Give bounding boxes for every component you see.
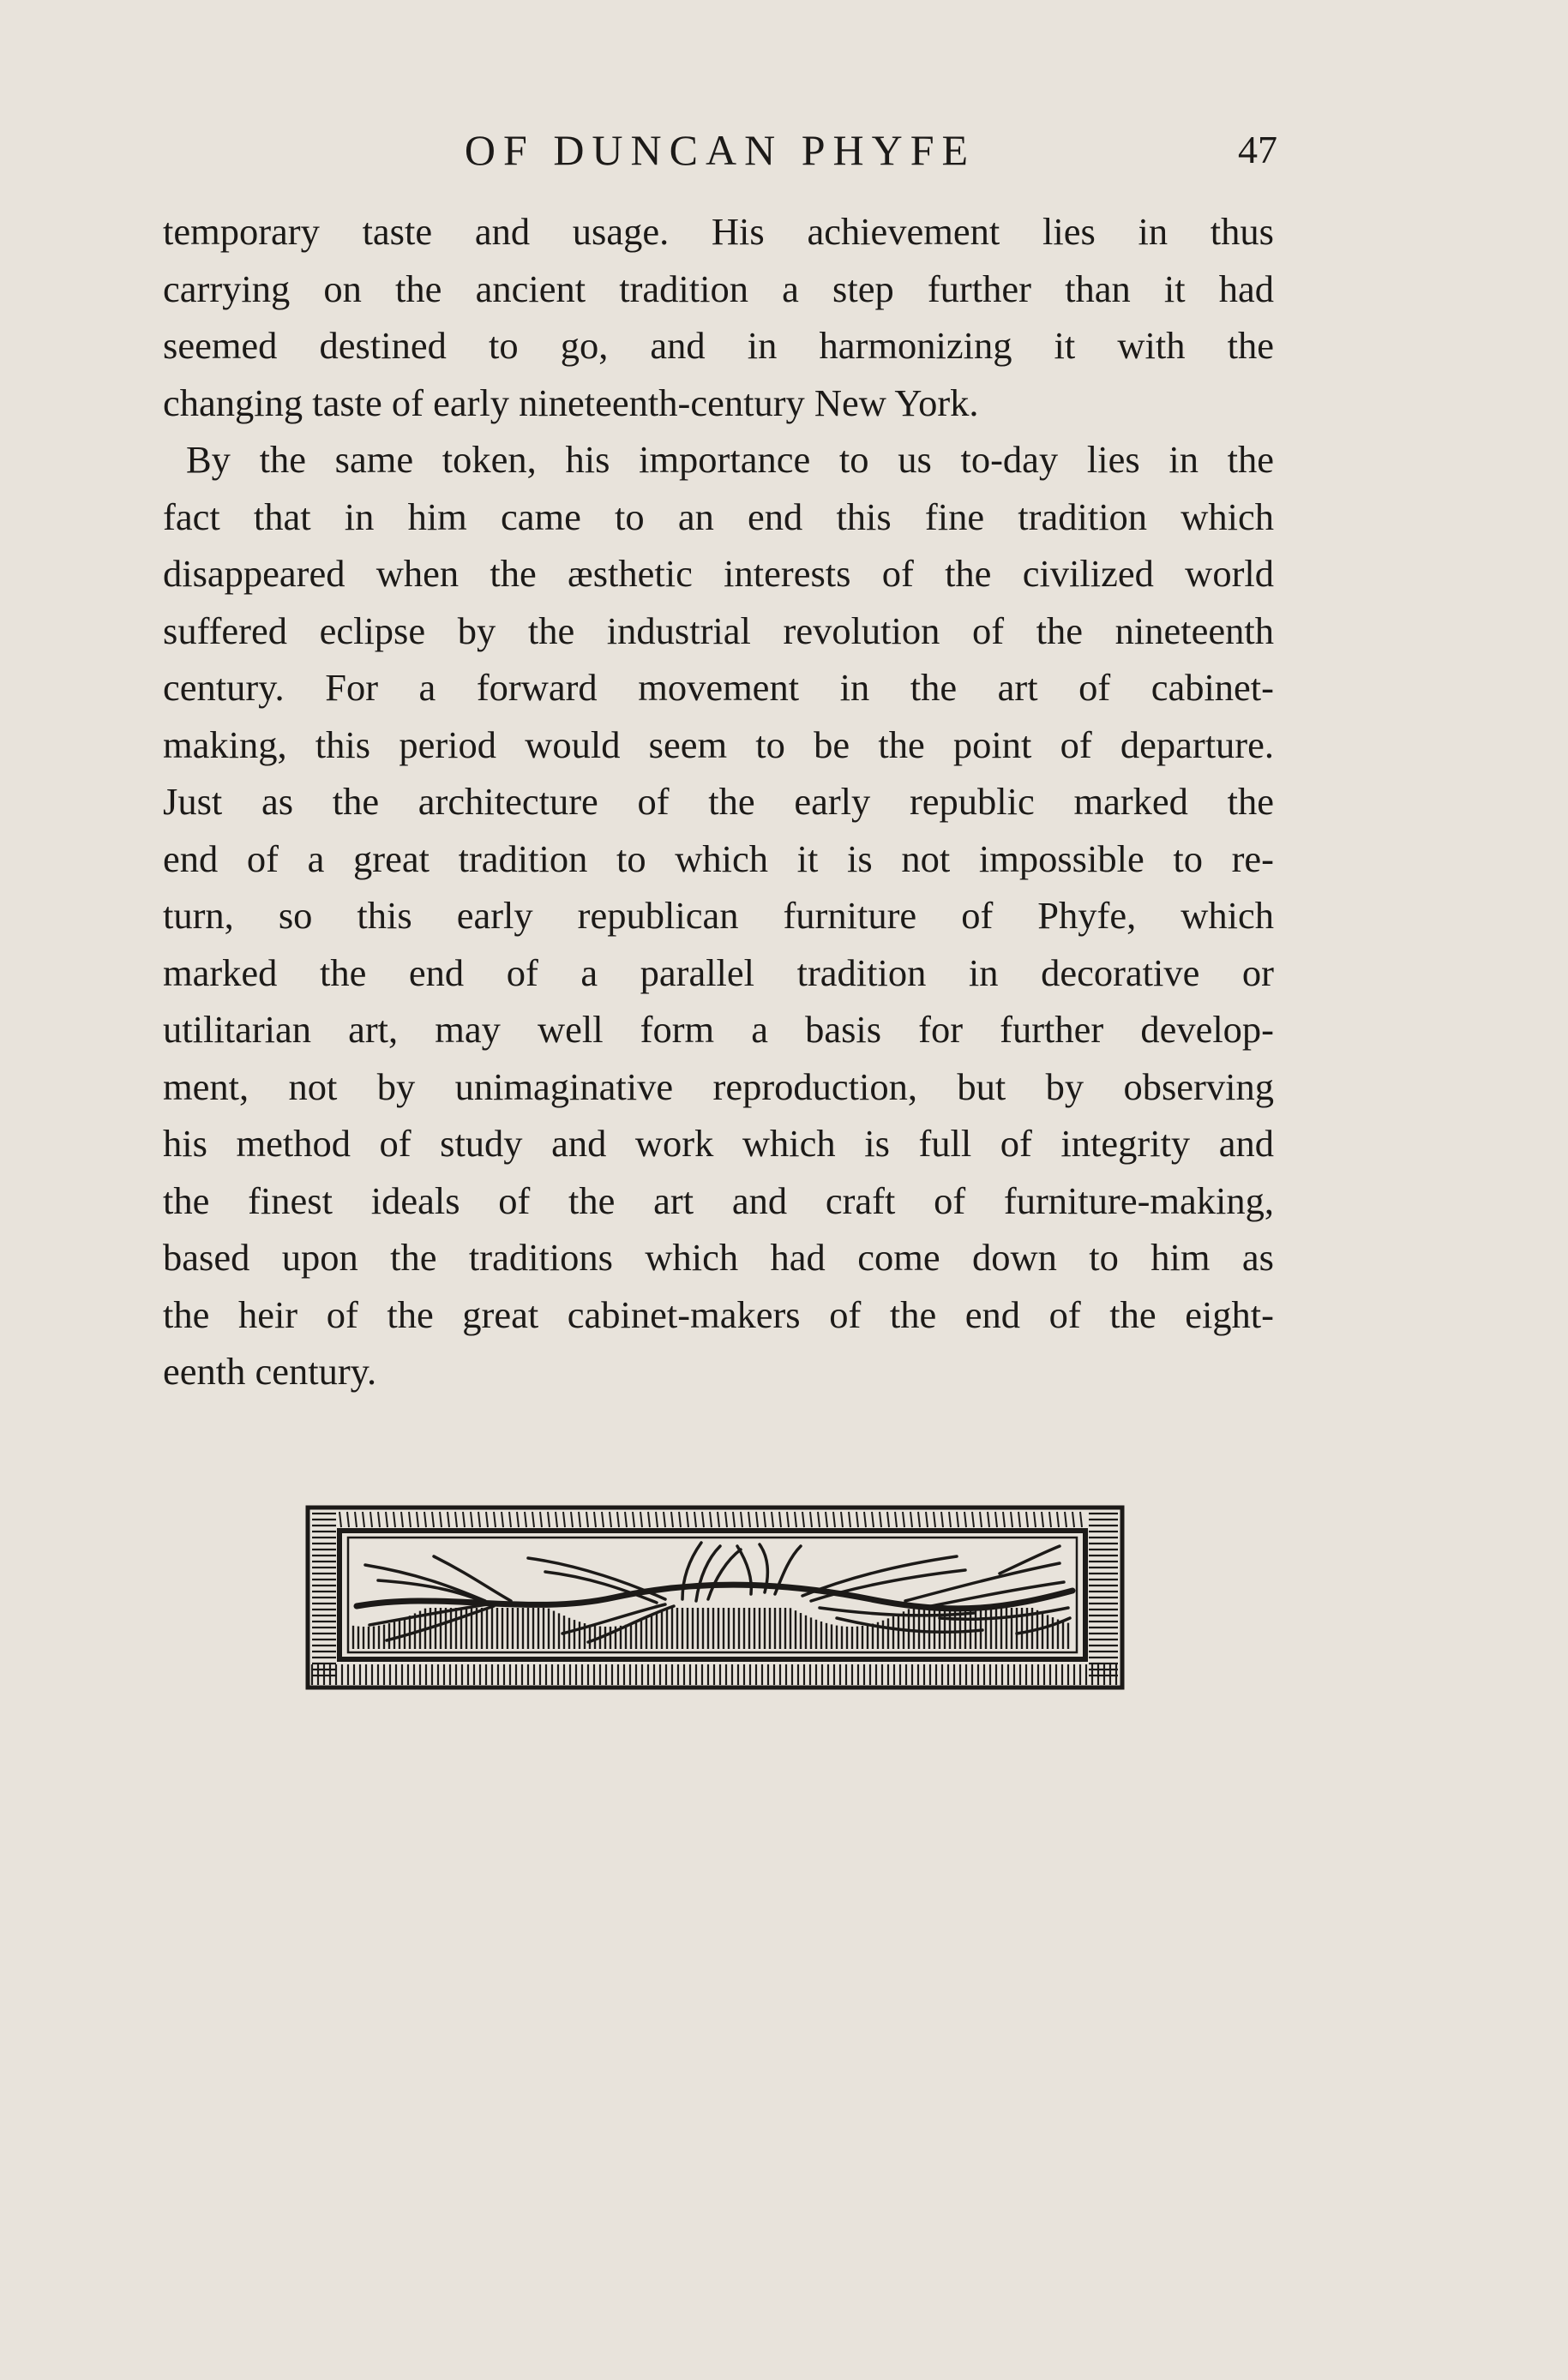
ornament-hatch: [478, 1512, 480, 1527]
ornament-hatch: [733, 1512, 735, 1527]
text-line: seemed destined to go, and in harmonizing it with the: [163, 324, 1274, 367]
ornament-hatch: [694, 1512, 696, 1527]
ornament-hatch: [455, 1512, 457, 1527]
ornament-hatch: [532, 1512, 534, 1527]
text-line: ment, not by unimaginative reproduction, but by observing: [163, 1064, 1274, 1108]
text-line: the heir of the great cabinet-makers of the end of the eight-: [163, 1292, 1274, 1336]
ornament-hatch: [1011, 1512, 1012, 1527]
ornament-hatch: [787, 1512, 789, 1527]
ornament-hatch: [417, 1512, 418, 1527]
text-line: based upon the traditions which had come down to him as: [163, 1236, 1274, 1279]
text-line: his method of study and work which is full of integrity and: [163, 1122, 1274, 1165]
ornament-hatch: [370, 1512, 372, 1527]
ornament-hatch: [941, 1512, 943, 1527]
ornament-hatch: [363, 1512, 364, 1527]
text-line: turn, so this early republican furniture of Phyfe, which: [163, 894, 1274, 937]
ornament-hatch: [725, 1512, 727, 1527]
ornament-hatch: [710, 1512, 712, 1527]
ornament-hatch: [648, 1512, 650, 1527]
running-title: OF DUNCAN PHYFE: [464, 126, 976, 174]
ornament-hatch: [640, 1512, 642, 1527]
carved-foliage-panel-icon: [305, 1505, 1126, 1692]
ornament-hatch: [1018, 1512, 1020, 1527]
ornament-hatch: [856, 1512, 858, 1527]
ornament-hatch: [1057, 1512, 1059, 1527]
ornament-hatch: [756, 1512, 758, 1527]
ornament-hatch: [556, 1512, 557, 1527]
ornament-hatch: [887, 1512, 889, 1527]
text-line: end of a great tradition to which it is not impossible to re-: [163, 836, 1274, 880]
ornament-hatch: [525, 1512, 526, 1527]
ornament-hatch: [617, 1512, 619, 1527]
ornament-hatch: [1049, 1512, 1051, 1527]
ornament-hatch: [741, 1512, 742, 1527]
ornament-hatch: [656, 1512, 658, 1527]
ornament-hatch: [949, 1512, 951, 1527]
ornament-hatch: [864, 1512, 866, 1527]
ornament-hatch: [910, 1512, 912, 1527]
text-line: changing taste of early nineteenth-century New York.: [163, 381, 979, 424]
ornament-hatch: [918, 1512, 920, 1527]
ornament-hatch: [602, 1512, 604, 1527]
text-line: By the same token, his importance to us to-day lies in the: [186, 438, 1274, 481]
ornament-hatch: [671, 1512, 673, 1527]
text-line: temporary taste and usage. His achievement lies in thus: [163, 210, 1274, 253]
ornament-hatch: [1042, 1512, 1043, 1527]
ornament-hatch: [903, 1512, 904, 1527]
ornament-hatch: [964, 1512, 966, 1527]
ornament-hatch: [509, 1512, 511, 1527]
ornament-hatch: [841, 1512, 843, 1527]
ornament-hatch: [378, 1512, 380, 1527]
ornament-hatch: [424, 1512, 426, 1527]
ornament-hatch: [957, 1512, 958, 1527]
text-line: marked the end of a parallel tradition in decorative or: [163, 950, 1274, 994]
ornament-hatch: [432, 1512, 434, 1527]
ornament-hatch: [347, 1512, 349, 1527]
ornament-hatch: [355, 1512, 357, 1527]
text-line: disappeared when the æsthetic interests of the civilized world: [163, 552, 1274, 595]
running-head: [163, 120, 1277, 180]
ornament-hatch: [988, 1512, 989, 1527]
ornament-hatch: [880, 1512, 881, 1527]
ornament-graphic: [305, 1505, 1126, 1692]
ornament-hatch: [826, 1512, 827, 1527]
ornament-hatch: [687, 1512, 688, 1527]
text-line: making, this period would seem to be the point of departure.: [163, 722, 1274, 766]
ornament-hatch: [764, 1512, 766, 1527]
ornament-hatch: [610, 1512, 611, 1527]
text-line: century. For a forward movement in the art of cabinet-: [163, 666, 1274, 709]
ornament-hatch: [463, 1512, 465, 1527]
ornament-hatch: [1034, 1512, 1036, 1527]
ornament-hatch: [633, 1512, 634, 1527]
ornament-hatch: [995, 1512, 997, 1527]
text-line: Just as the architecture of the early republic marked the: [163, 780, 1274, 823]
ornament-hatch: [517, 1512, 519, 1527]
ornament-hatch: [795, 1512, 796, 1527]
ornament-hatch: [494, 1512, 496, 1527]
ornament-hatch: [872, 1512, 874, 1527]
ornament-hatch: [394, 1512, 395, 1527]
ornament-hatch: [810, 1512, 812, 1527]
ornament-hatch: [1065, 1512, 1066, 1527]
text-line: suffered eclipse by the industrial revolution of the nineteenth: [163, 608, 1274, 652]
ornament-hatch: [702, 1512, 704, 1527]
ornament-hatch: [563, 1512, 565, 1527]
ornament-hatch: [486, 1512, 488, 1527]
ornament-hatch: [571, 1512, 573, 1527]
body-text: [163, 203, 1274, 1400]
text-line: utilitarian art, may well form a basis for further develop-: [163, 1008, 1274, 1051]
ornament-hatch: [540, 1512, 542, 1527]
ornament-hatch: [718, 1512, 719, 1527]
ornament-hatch: [586, 1512, 588, 1527]
ornament-hatch: [895, 1512, 897, 1527]
ornament-hatch: [1072, 1512, 1074, 1527]
text-line: eenth century.: [163, 1350, 377, 1393]
ornament-hatch: [664, 1512, 665, 1527]
ornament-hatch: [679, 1512, 681, 1527]
ornament-hatch: [779, 1512, 781, 1527]
ornament-hatch: [802, 1512, 804, 1527]
text-line: fact that in him came to an end this fine tradition which: [163, 495, 1274, 538]
ornament-hatch: [748, 1512, 750, 1527]
ornament-hatch: [625, 1512, 627, 1527]
ornament-hatch: [833, 1512, 835, 1527]
ornament-hatch: [502, 1512, 503, 1527]
ornament-hatch: [926, 1512, 928, 1527]
ornament-hatch: [1003, 1512, 1005, 1527]
ornament-hatch: [401, 1512, 403, 1527]
ornament-hatch: [471, 1512, 472, 1527]
ornament-hatch: [339, 1512, 341, 1527]
ornament-hatch: [409, 1512, 411, 1527]
ornament-hatch: [594, 1512, 596, 1527]
ornament-hatch: [1026, 1512, 1028, 1527]
ornament-hatch: [849, 1512, 850, 1527]
text-line: carrying on the ancient tradition a step further than it had: [163, 267, 1274, 310]
ornament-hatch: [579, 1512, 580, 1527]
ornament-hatch: [548, 1512, 550, 1527]
ornament-hatch: [386, 1512, 387, 1527]
ornament-hatch: [980, 1512, 982, 1527]
ornament-hatch: [772, 1512, 773, 1527]
ornament-hatch: [934, 1512, 935, 1527]
ornament-hatch: [448, 1512, 449, 1527]
ornament-hatch: [1080, 1512, 1082, 1527]
ornament-hatch: [972, 1512, 974, 1527]
text-line: the finest ideals of the art and craft of furniture-making,: [163, 1178, 1274, 1222]
ornament-hatch: [440, 1512, 442, 1527]
page-number: 47: [1238, 128, 1277, 171]
ornament-hatch: [818, 1512, 820, 1527]
